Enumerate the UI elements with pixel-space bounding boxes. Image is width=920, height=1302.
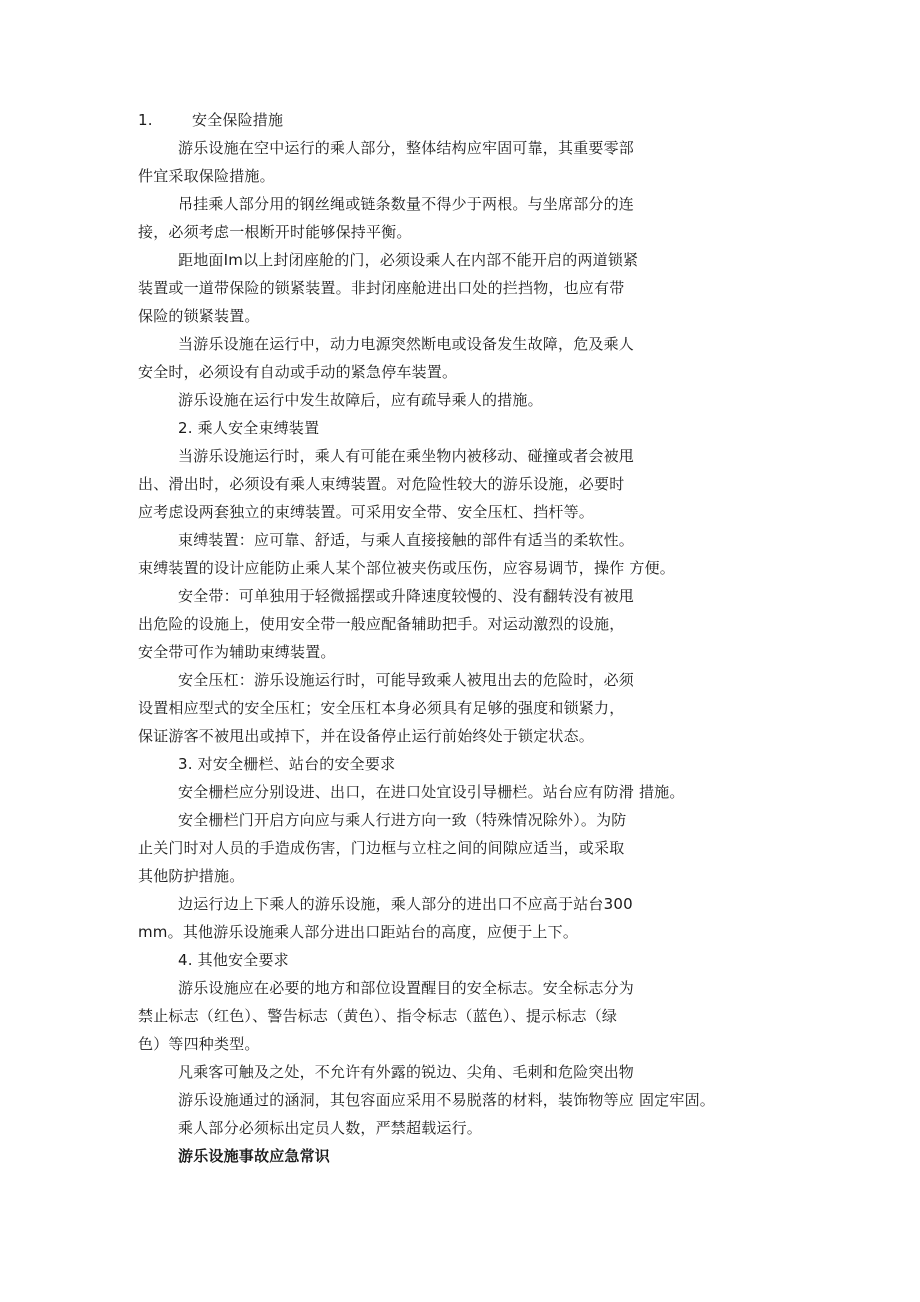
- paragraph-line: 装置或一道带保险的锁紧装置。非封闭座舱进出口处的拦挡物，也应有带: [138, 279, 625, 297]
- section-2-heading: 2. 乘人安全束缚装置: [178, 419, 320, 437]
- paragraph-line: 安全带：可单独用于轻微摇摆或升降速度较慢的、没有翻转没有被甩: [178, 587, 635, 605]
- section-title: 安全保险措施: [192, 111, 284, 129]
- paragraph-line: 束缚装置：应可靠、舒适，与乘人直接接触的部件有适当的柔软性。: [178, 531, 635, 549]
- paragraph-line: 保险的锁紧装置。: [138, 307, 260, 325]
- paragraph-line: 乘人部分必须标出定员人数，严禁超载运行。: [178, 1119, 483, 1137]
- paragraph-line: 接，必须考虑一根断开时能够保持平衡。: [138, 223, 412, 241]
- paragraph-line: 色）等四种类型。: [138, 1035, 260, 1053]
- paragraph-line: 当游乐设施运行时，乘人有可能在乘坐物内被移动、碰撞或者会被甩: [178, 447, 635, 465]
- paragraph-line: 游乐设施在空中运行的乘人部分，整体结构应牢固可靠，其重要零部: [178, 139, 635, 157]
- paragraph-line: 其他防护措施。: [138, 867, 245, 885]
- paragraph-line: 应考虑设两套独立的束缚装置。可采用安全带、安全压杠、挡杆等。: [138, 503, 595, 521]
- paragraph-line: mm。其他游乐设施乘人部分进出口距站台的高度，应便于上下。: [138, 923, 579, 941]
- paragraph-line: 安全带可作为辅助束缚装置。: [138, 643, 336, 661]
- paragraph-line: 出、滑出时，必须设有乘人束缚装置。对危险性较大的游乐设施，必要时: [138, 475, 625, 493]
- paragraph-line: 止关门时对人员的手造成伤害，门边框与立柱之间的间隙应适当，或采取: [138, 839, 625, 857]
- paragraph-line: 安全栅栏门开启方向应与乘人行进方向一致（特殊情况除外）。为防: [178, 811, 627, 829]
- closing-heading: 游乐设施事故应急常识: [178, 1147, 331, 1165]
- paragraph-line: 游乐设施在运行中发生故障后，应有疏导乘人的措施。: [178, 391, 543, 409]
- paragraph-line: 束缚装置的设计应能防止乘人某个部位被夹伤或压伤，应容易调节，操作 方便。: [138, 559, 675, 577]
- paragraph-line: 游乐设施通过的涵洞，其包容面应采用不易脱落的材料，装饰物等应 固定牢固。: [178, 1091, 715, 1109]
- paragraph-line: 设置相应型式的安全压杠；安全压杠本身必须具有足够的强度和锁紧力，: [138, 699, 625, 717]
- paragraph-line: 保证游客不被甩出或掉下，并在设备停止运行前始终处于锁定状态。: [138, 727, 595, 745]
- section-3-heading: 3. 对安全栅栏、站台的安全要求: [178, 755, 396, 773]
- section-number: 1.: [138, 111, 153, 129]
- paragraph-line: 当游乐设施在运行中，动力电源突然断电或设备发生故障，危及乘人: [178, 335, 635, 353]
- paragraph-line: 距地面Im以上封闭座舱的门，必须设乘人在内部不能开启的两道锁紧: [178, 251, 639, 269]
- paragraph-line: 安全栅栏应分别设进、出口，在进口处宜设引导栅栏。站台应有防滑 措施。: [178, 783, 685, 801]
- paragraph-line: 出危险的设施上，使用安全带一般应配备辅助把手。对运动激烈的设施，: [138, 615, 625, 633]
- paragraph-line: 吊挂乘人部分用的钢丝绳或链条数量不得少于两根。与坐席部分的连: [178, 195, 635, 213]
- section-4-heading: 4. 其他安全要求: [178, 951, 289, 969]
- paragraph-line: 件宜采取保险措施。: [138, 167, 275, 185]
- paragraph-line: 安全压杠：游乐设施运行时，可能导致乘人被甩出去的危险时，必须: [178, 671, 635, 689]
- section-1-heading: [138, 110, 283, 130]
- paragraph-line: 安全时，必须设有自动或手动的紧急停车装置。: [138, 363, 458, 381]
- paragraph-line: 凡乘客可触及之处，不允许有外露的锐边、尖角、毛刺和危险突出物: [178, 1063, 635, 1081]
- paragraph-line: 游乐设施应在必要的地方和部位设置醒目的安全标志。安全标志分为: [178, 979, 635, 997]
- paragraph-line: 禁止标志（红色）、警告标志（黄色）、指令标志（蓝色）、提示标志（绿: [138, 1007, 618, 1025]
- paragraph-line: 边运行边上下乘人的游乐设施，乘人部分的进出口不应高于站台300: [178, 895, 633, 913]
